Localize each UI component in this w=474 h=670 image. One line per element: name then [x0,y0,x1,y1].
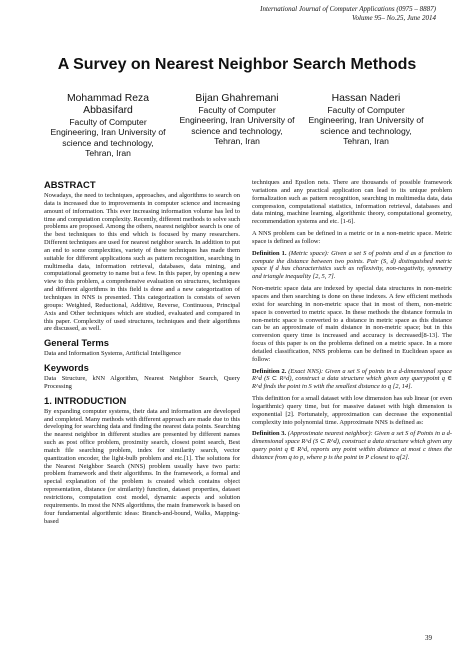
author-2 [173,93,301,159]
definition-3 [252,430,452,461]
definition-1 [252,250,452,281]
author-affiliation-line: science and technology, [62,137,154,148]
author-affiliation-line: Engineering, Iran University of [308,115,424,126]
author-3 [302,93,430,159]
right-column [252,179,452,466]
abstract-heading: ABSTRACT [44,179,96,190]
abstract-text: Nowadays, the need to techniques, approaches, and algorithms to search on data is increased due to improvements in computer science and increasing amount of information. This ever increasing information volume has led to time and computation complexity. Recently, different methods to solve such problems are proposed. Among the others, nearest neighbor search is one of the best techniques to this end which is focused by many researchers. Different techniques are used for nearest neighbor search. In addition to put an end to some complexities, variety of these techniques has made them suitable for different applications such as pattern recognition, searching in multimedia data, information retrieval, databases, data mining, and computational geometry to name but a few. In this paper, by opening a new view to this problem, a comprehensive evaluation on structures, techniques and different algorithms in this field is done and a new categorization of techniques in NNS is presented. This categorization is consists of seven groups: Weighted, Reductional, Additive, Reverse, Continuous, Principal Axis and Other techniques which are studied, evaluated and compared in this paper. Complexity of used structures, techniques and their algorithms are discussed, as well. [44,192,240,333]
keywords-heading: Keywords [44,362,89,374]
paragraph: techniques and Epsilon nets. There are thousands of possible framework variations and any practical application can lead to its unique problem formalization such as pattern recognition, searching in multimedia data, data compression, computational statistics, information retrieval, databases and data mining, machine learning, algorithmic theory, computational geometry, recommendation systems and etc. [1-6]. [252,179,452,226]
author-affiliation-line: Faculty of Computer [198,105,276,115]
journal-line: International Journal of Computer Applications (0975 – 8887) [260,5,436,13]
author-affiliation-line: Tehran, Iran [85,148,131,159]
page-number: 39 [425,634,432,642]
general-terms-heading: General Terms [44,337,109,349]
definition-text: (Exact NNS): Given a set S of points in a d-dimensional space R^d (S ⊂ R^d), construct a data structure which given any querypoint q ∈ R^d finds the point in S with the smallest distance to q [2, 14]. [252,367,452,391]
author-block [44,93,430,159]
introduction-text: By expanding computer systems, their data and information are developed and completed. Many methods with different approach are made due to this developing for searching data and finding the nearest data points. Searching the nearest neighbor in different studies are presented by different names such as post office problem, proximity search, closest point search, Best match file searching problem, index for similarity search, vector quantization encoder, the light-bulb problem and etc.[1]. The solutions for the Nearest Neighbor Search (NNS) problem usually have two parts: problem framework and their algorithms. In the framework, a formal and special explanation of the problem is created which contains object representation, distance (or similarity) function, dataset properties, dataset restrictions, computation cost model, dynamic aspects and solution requirements. In most the NNS algorithms, the main framework is based on four fundamental algorithmic ideas: Branch-and-bound, Walks, Mapping-based [44,407,240,525]
author-affiliation-line: Faculty of Computer [327,105,405,115]
definition-2 [252,368,452,392]
paragraph: Non-metric space data are indexed by special data structures in non-metric spaces and then searching is done on these indexes. A few efficient methods exist for searching in non-metric space that in most of them, non-metric space is converted to metric space. In these methods the distance formula in non-metric space is converted to a distance in metric space as this distance can be an approximate of main distance in non-metric space; but in this conversion query time is increased and accuracy is decreased[8-13]. The focus of this paper is on the problems defined on a metric space. In a more detailed classification, NNS problems can be defined in Euclidean space as follow: [252,285,452,363]
general-terms-text: Data and Information Systems, Artificial Intelligence [44,350,181,358]
author-affiliation-line: Tehran, Iran [214,136,260,147]
left-column [44,179,240,529]
author-name: Mohammad Reza Abbasifard [66,93,149,116]
volume-line: Volume 95– No.25, June 2014 [352,13,436,22]
author-affiliation-line: Engineering, Iran University of [179,115,295,126]
definition-label: Definition 3. [252,430,287,438]
introduction-heading: 1. INTRODUCTION [44,394,127,406]
journal-header [96,5,436,22]
author-affiliation-line: Engineering, Iran University of [50,127,166,138]
paper-title: A Survey on Nearest Neighbor Search Methods [57,56,417,73]
author-1 [44,93,172,159]
author-affiliation-line: Tehran, Iran [343,136,389,147]
author-affiliation-line: science and technology, [320,125,412,136]
definition-text: (Approximate nearest neighbor): Given a set S of Points in a d-dimensional space R^d (S ⊂ R^d), construct a data structure which given any query point q ∈ R^d, reports any point within distance at most c times the distance from q to p, where p is the point in P closest to q[2]. [252,430,452,461]
author-name: Bijan Ghahremani [195,93,279,104]
keywords-text: Data Structure, kNN Algorithm, Nearest Neighbor Search, Query Processing [44,375,240,390]
paragraph: A NNS problem can be defined in a metric or in a non-metric space. Metric space is defined as follow: [252,230,452,245]
author-name: Hassan Naderi [331,93,401,104]
definition-label: Definition 1. [252,249,287,257]
definition-text: (Metric space): Given a set S of points and d as a function to compute the distance between two points. Pair (S, d) distinguished metric space if d has characteristics such as reflexivity, non-negativity, symmetry and triangle inequality [2, 5, 7]. [252,249,452,281]
author-affiliation-line: Faculty of Computer [69,117,147,127]
definition-label: Definition 2. [252,367,287,375]
author-affiliation-line: science and technology, [191,125,283,136]
paragraph: This definition for a small dataset with low dimension has sub linear (or even logarithmic) query time, but for massive dataset with high dimension is exponential [2]. Fortunately, approximation can decrease the exponential complexity into polynomial time. Approximate NNS is defined as: [252,395,452,426]
